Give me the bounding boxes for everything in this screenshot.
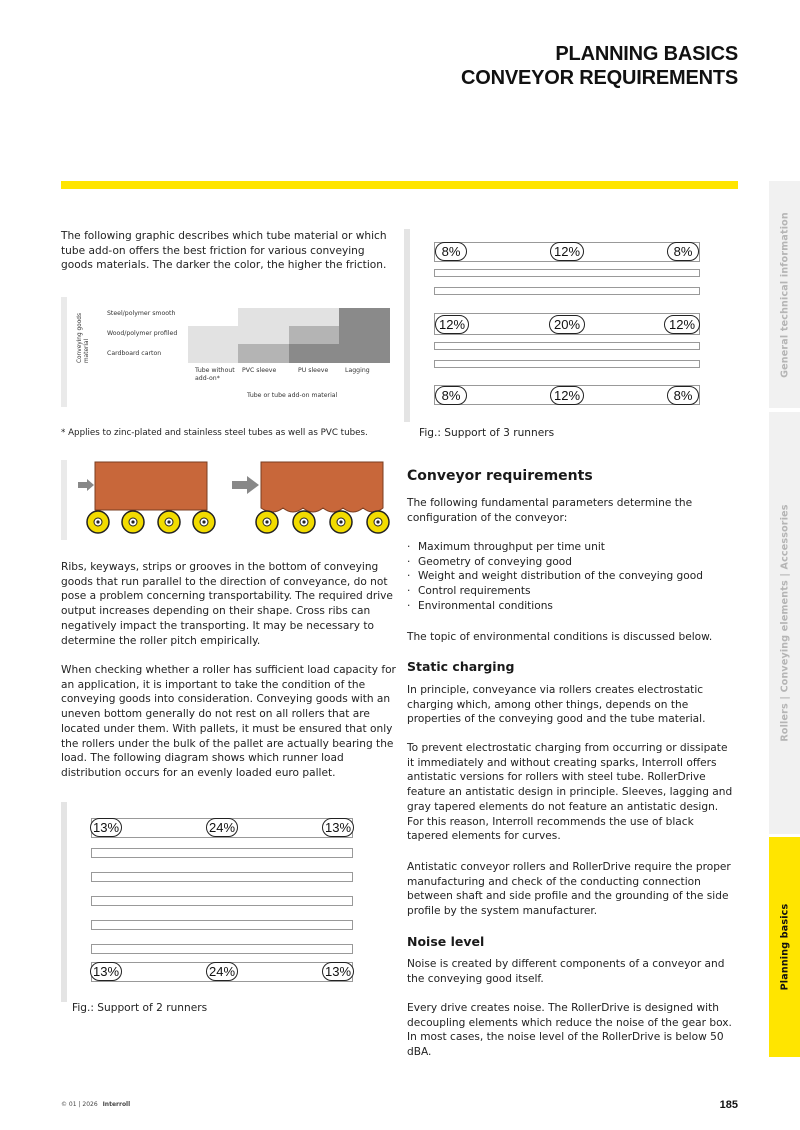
arrow-icon (78, 479, 94, 491)
friction-cell (238, 326, 289, 345)
friction-cell (289, 344, 340, 363)
friction-x-axis-label: Tube or tube add-on material (247, 392, 338, 399)
figure-side-strip (61, 297, 67, 407)
friction-y-axis-label (77, 303, 97, 363)
pallet-board (91, 944, 353, 954)
noise-p2: Every drive creates noise. The RollerDrive is designed with decoupling elements which reduce the noise of the gear box. In most cases, the noise level of the RollerDrive is below 50 dBA. (407, 1002, 732, 1059)
pallet-board (91, 872, 353, 882)
pallet-board (434, 360, 700, 368)
figure-side-strip (404, 229, 410, 422)
load-percentage: 13% (322, 962, 354, 981)
side-tab-rollers[interactable] (769, 412, 800, 834)
friction-col-label: PU sleeve (298, 367, 329, 374)
pallet-top-view (434, 239, 700, 411)
page-title-line2: CONVEYOR REQUIREMENTS (461, 67, 738, 89)
figure-3-runners (404, 229, 704, 444)
friction-row-label: Wood/polymer profiled (107, 330, 178, 337)
friction-row-label: Steel/polymer smooth (107, 310, 176, 317)
conveying-good-box-ribbed (261, 462, 383, 512)
friction-cell (238, 308, 289, 327)
pallet-board (434, 342, 700, 350)
static-charging-heading: Static charging (407, 659, 515, 674)
side-tab-label: General technical information (779, 211, 790, 378)
pallet-illustration (61, 460, 396, 540)
conveyor-intro: The following fundamental parameters determine the configuration of the conveyor: (407, 497, 693, 524)
friction-col-label: PVC sleeve (242, 367, 277, 374)
conveyor-parameter-list (407, 540, 737, 614)
friction-col-label: Lagging (345, 367, 370, 374)
pallet-board (434, 287, 700, 295)
load-percentage: 13% (90, 962, 122, 981)
pallet-board (91, 896, 353, 906)
pallet-board (91, 920, 353, 930)
load-percentage: 13% (90, 818, 122, 837)
friction-y-axis-label-line2: material (84, 338, 90, 363)
load-percentage: 12% (550, 386, 584, 405)
side-tab-label: Rollers | Conveying elements | Accessories (779, 504, 790, 742)
copyright-text: © 01 | 2026 (61, 1101, 98, 1108)
friction-cell (339, 326, 390, 345)
list-item: · Maximum throughput per time unit (407, 540, 737, 555)
list-item: · Environmental conditions (407, 599, 737, 614)
pallet-board (434, 269, 700, 277)
friction-cell (339, 308, 390, 327)
list-item: · Geometry of conveying good (407, 555, 737, 570)
page-number: 185 (719, 1099, 738, 1111)
friction-grid (188, 308, 389, 362)
static-p3: Antistatic conveyor rollers and RollerDrive require the proper manufacturing and check of the conducting connection between shaft and side profile and the grounding of the side profile by the system manufacturer. (407, 861, 731, 918)
load-percentage: 12% (664, 315, 700, 334)
figure-caption: Fig.: Support of 3 runners (419, 427, 555, 439)
load-capacity-paragraph: When checking whether a roller has sufficient load capacity for an application, it is important to take the condition of the conveying goods into consideration. Conveying goods with an uneven bottom generally do not rest on all rollers that are located under them. With pallets, it must be ensured that only the rollers under the bulk of the pallet are actually bearing the load. The following diagram shows which runner load distribution occurs for an evenly loaded euro pallet. (61, 664, 396, 779)
page-title (461, 42, 738, 90)
conveyor-outro: The topic of environmental conditions is discussed below. (407, 631, 713, 643)
friction-cell (188, 308, 239, 327)
noise-level-heading: Noise level (407, 934, 485, 949)
pallet-board (91, 848, 353, 858)
friction-intro: The following graphic describes which tube material or which tube add-on offers the best friction for various conveying goods materials. The darker the color, the higher the friction. (61, 230, 387, 272)
load-percentage: 8% (435, 242, 467, 261)
brand-name: Interroll (102, 1101, 131, 1108)
list-item: · Control requirements (407, 584, 737, 599)
conveyor-requirements-heading: Conveyor requirements (407, 468, 593, 484)
side-tab-general-technical[interactable] (769, 181, 800, 408)
page-title-line1: PLANNING BASICS (555, 43, 738, 65)
load-percentage: 24% (206, 962, 238, 981)
footer-copyright (61, 1101, 130, 1108)
friction-footnote: * Applies to zinc-plated and stainless steel tubes as well as PVC tubes. (61, 428, 368, 438)
friction-cell (188, 326, 239, 345)
arrow-icon (232, 476, 259, 494)
figure-2-runners (61, 802, 371, 1022)
static-p2: To prevent electrostatic charging from occurring or dissipate it immediately and without creating sparks, Interroll offers antistatic versions for rollers with steel tube. RollerDrive feature an antistatic design in principle. Sleeves, lagging and gray tapered elements do not feature an antistatic design. For this reason, Interroll recommends the use of black tapered elements for curves. (407, 742, 733, 843)
roller-wheels (87, 511, 215, 533)
load-percentage: 12% (435, 315, 469, 334)
figure-side-strip (61, 802, 67, 1002)
load-percentage: 8% (667, 242, 699, 261)
roller-wheels (256, 511, 389, 533)
side-tab-planning-basics[interactable] (769, 837, 800, 1057)
friction-y-axis-label-line1: Conveying goods (77, 313, 83, 363)
figure-caption: Fig.: Support of 2 runners (72, 1002, 208, 1014)
load-percentage: 8% (435, 386, 467, 405)
static-p1: In principle, conveyance via rollers creates electrostatic charging which, among other things, depends on the properties of the conveying good and the tube material. (407, 684, 706, 726)
load-percentage: 13% (322, 818, 354, 837)
noise-p1: Noise is created by different components of a conveyor and the conveying good itself. (407, 958, 725, 985)
friction-cell (188, 344, 239, 363)
conveying-good-box (95, 462, 207, 510)
friction-col-label: Tube without add-on* (195, 367, 235, 382)
ribs-paragraph: Ribs, keyways, strips or grooves in the bottom of conveying goods that run parallel to the direction of conveyance, do not pose a problem concerning transportability. The required drive output increases depending on their shape. Cross ribs can negatively impact the transporting. It may be necessary to determine the roller pitch empirically. (61, 561, 393, 647)
friction-cell (289, 326, 340, 345)
friction-row-label: Cardboard carton (107, 350, 162, 357)
load-percentage: 24% (206, 818, 238, 837)
load-percentage: 12% (550, 242, 584, 261)
load-percentage: 20% (549, 315, 585, 334)
list-item: · Weight and weight distribution of the conveying good (407, 569, 737, 584)
header-accent-bar (61, 181, 738, 189)
pallet-drawing (61, 460, 396, 540)
friction-cell (289, 308, 340, 327)
friction-cell (238, 344, 289, 363)
friction-chart (61, 297, 396, 407)
pallet-top-view (91, 814, 353, 989)
side-tab-label: Planning basics (779, 903, 790, 991)
load-percentage: 8% (667, 386, 699, 405)
friction-cell (339, 344, 390, 363)
